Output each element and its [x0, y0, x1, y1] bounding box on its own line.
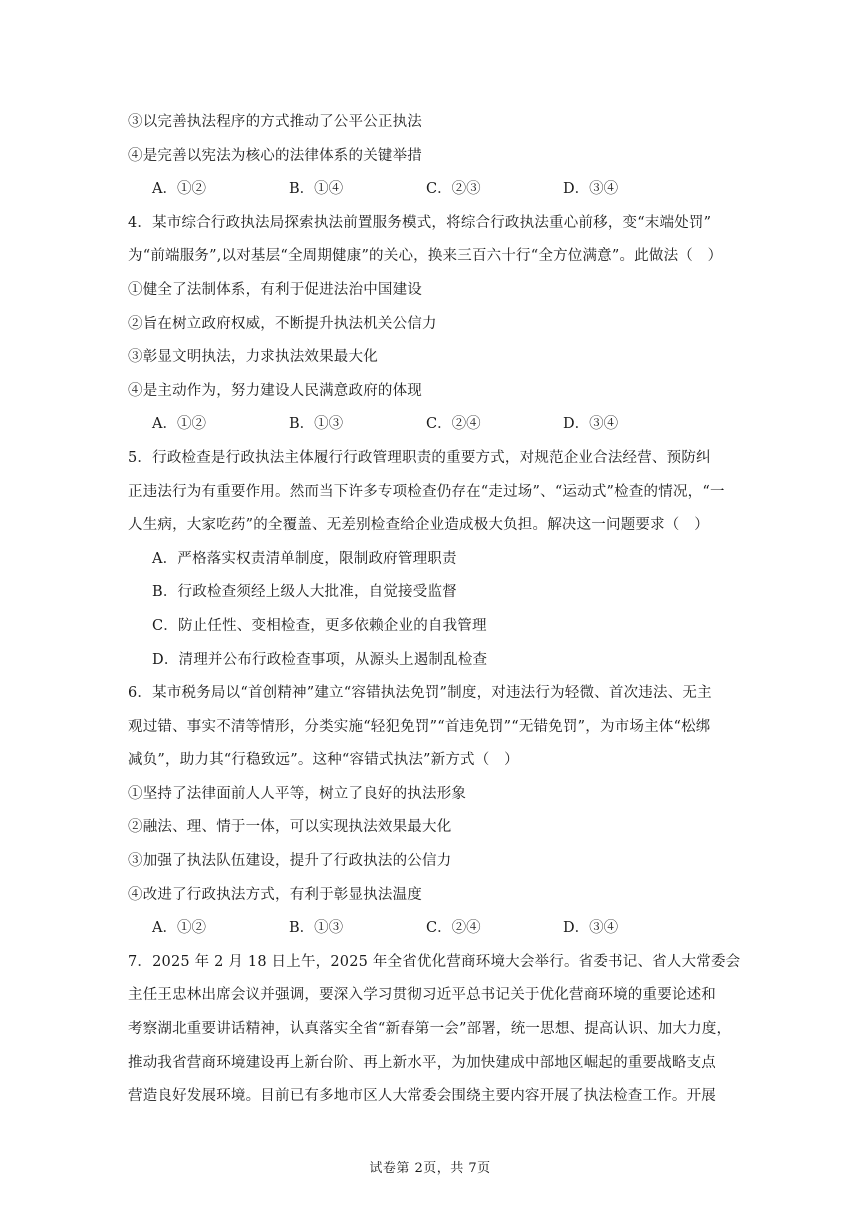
- q4-options: [128, 408, 748, 442]
- q6-option-c: C．②④: [426, 920, 481, 937]
- q6-stem-line-2: 观过错、事实不清等情形，分类实施“轻犯免罚”“首违免罚”“无错免罚”，为市场主体“松绑: [128, 718, 711, 735]
- q7-stem-line-5: 营造良好发展环境。目前已有多地市区人大常委会围绕主要内容开展了执法检查工作。开展: [128, 1088, 716, 1105]
- q4-stem-line-1: 4．某市综合行政执法局探索执法前置服务模式，将综合行政执法重心前移，变“末端处罚”: [128, 214, 712, 231]
- q3-option-c: C．②③: [426, 181, 481, 198]
- q4-option-b: B．①③: [289, 416, 344, 433]
- q4-statement-1: ①健全了法制体系，有利于促进法治中国建设: [128, 281, 422, 298]
- q5-stem-line-3: 人生病，大家吃药”的全覆盖、无差别检查给企业造成极大负担。解决这一问题要求（ ）: [128, 517, 709, 534]
- q5-choice-d: D．清理并公布行政检查事项，从源头上遏制乱检查: [152, 651, 488, 668]
- q7-stem-line-2: 主任王忠林出席会议并强调，要深入学习贯彻习近平总书记关于优化营商环境的重要论述和: [128, 987, 716, 1004]
- q6-stem-line-1: 6．某市税务局以“首创精神”建立“容错执法免罚”制度，对违法行为轻微、首次违法、无主: [128, 685, 712, 702]
- q5-choice-a: A．严格落实权责清单制度，限制政府管理职责: [152, 550, 457, 567]
- q6-statement-1: ①坚持了法律面前人人平等，树立了良好的执法形象: [128, 785, 467, 802]
- q7-stem-line-1: 7．2025 年 2 月 18 日上午，2025 年全省优化营商环境大会举行。省委书记、省人大常委会: [128, 953, 741, 970]
- q4-stem-line-2: 为“前端服务”,以对基层“全周期健康”的关心，换来三百六十行“全方位满意”。此做法（ ）: [128, 248, 723, 265]
- q4-option-a: A．①②: [152, 416, 206, 433]
- q4-option-d: D．③④: [563, 416, 619, 433]
- page-content: [128, 106, 748, 1114]
- q6-statement-4: ④改进了行政执法方式，有利于彰显执法温度: [128, 886, 422, 903]
- q3-statement-3: ③以完善执法程序的方式推动了公平公正执法: [128, 114, 422, 130]
- q6-option-d: D．③④: [563, 920, 619, 937]
- q5-stem-line-1: 5．行政检查是行政执法主体履行行政管理职责的重要方式，对规范企业合法经营、预防纠: [128, 449, 711, 466]
- q3-statement-4: ④是完善以宪法为核心的法律体系的关键举措: [128, 147, 422, 164]
- q3-option-d: D．③④: [563, 181, 619, 198]
- q4-option-c: C．②④: [426, 416, 481, 433]
- q3-options: [128, 173, 748, 207]
- q4-statement-4: ④是主动作为，努力建设人民满意政府的体现: [128, 382, 422, 399]
- q5-stem-line-2: 正违法行为有重要作用。然而当下许多专项检查仍存在“走过场”、“运动式”检查的情况，“一: [128, 483, 725, 500]
- q6-statement-2: ②融法、理、情于一体，可以实现执法效果最大化: [128, 819, 452, 836]
- q6-options: [128, 912, 748, 946]
- q5-choice-c: C．防止任性、变相检查，更多依赖企业的自我管理: [152, 617, 487, 634]
- page-footer: 试卷第 2页，共 7页: [369, 1161, 491, 1176]
- q6-option-b: B．①③: [289, 920, 344, 937]
- q7-stem-line-3: 考察湖北重要讲话精神，认真落实全省“新春第一会”部署，统一思想、提高认识、加大力度，: [128, 1021, 732, 1038]
- q7-stem-line-4: 推动我省营商环境建设再上新台阶、再上新水平，为加快建成中部地区崛起的重要战略支点: [128, 1054, 716, 1071]
- q6-option-a: A．①②: [152, 920, 206, 937]
- q6-stem-line-3: 减负”，助力其“行稳致远”。这种“容错式执法”新方式（ ）: [128, 752, 519, 769]
- q4-statement-3: ③彰显文明执法，力求执法效果最大化: [128, 349, 378, 366]
- q3-option-a: A．①②: [152, 181, 206, 198]
- q5-choice-b: B．行政检查须经上级人大批准，自觉接受监督: [152, 584, 457, 601]
- q6-statement-3: ③加强了执法队伍建设，提升了行政执法的公信力: [128, 853, 452, 870]
- q4-statement-2: ②旨在树立政府权威，不断提升执法机关公信力: [128, 315, 437, 332]
- q3-option-b: B．①④: [289, 181, 344, 198]
